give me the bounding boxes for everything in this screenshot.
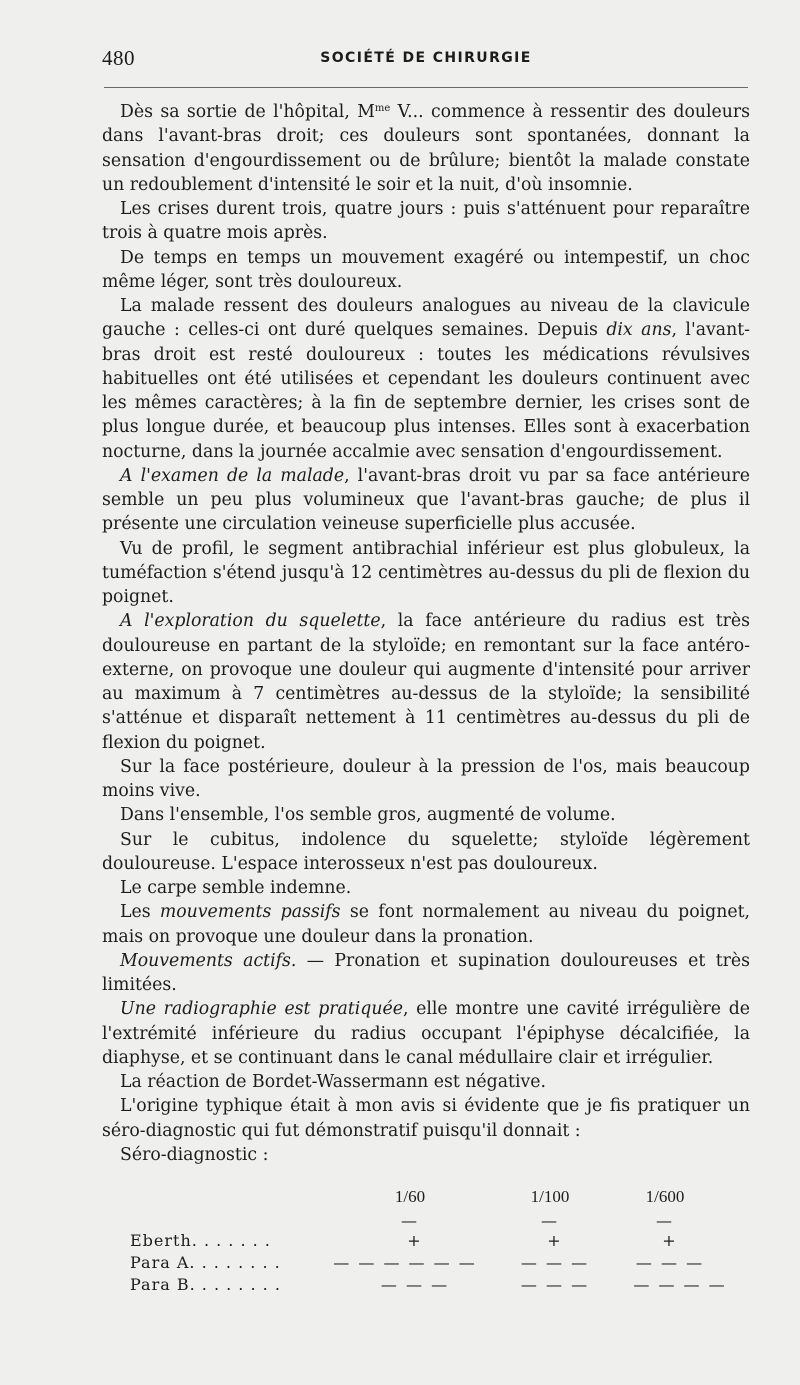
paragraph-14: Une radiographie est pratiquée, elle montre une cavité irrégulière de l'extrémité inférieure du radius occupant l'épiphyse décalcifiée, la diaphyse, et se continuant dans le canal médullaire clair et irrégulier. bbox=[102, 999, 750, 1068]
column-header: 1/60 bbox=[394, 1187, 426, 1206]
table-row bbox=[130, 1229, 730, 1251]
row-label: Para A. . . . . . . . bbox=[130, 1253, 281, 1272]
running-title: SOCIÉTÉ DE CHIRURGIE bbox=[320, 50, 532, 66]
table-row bbox=[130, 1251, 730, 1273]
paragraph-12: Les mouvements passifs se font normalement au niveau du poignet, mais on provoque une douleur dans la pronation. bbox=[102, 902, 751, 947]
paragraph-10: Sur le cubitus, indolence du squelette; styloïde légèrement douloureuse. L'espace interosseux n'est pas douloureux. bbox=[102, 829, 750, 874]
table-cell: — — — bbox=[380, 1275, 450, 1294]
column-rule: — bbox=[401, 1211, 419, 1230]
row-label: Para B. . . . . . . . bbox=[130, 1275, 281, 1294]
serodiagnostic-table bbox=[130, 1185, 730, 1295]
table-cell: — — — bbox=[520, 1275, 590, 1294]
table-cell: — — — bbox=[635, 1253, 705, 1272]
table-header bbox=[130, 1185, 730, 1209]
table-cell: + bbox=[547, 1231, 563, 1250]
paragraph-5: A l'examen de la malade, l'avant-bras droit vu par sa face antérieure semble un peu plus volumineux que l'avant-bras gauche; de plus il présente une circulation veineuse superficielle plus accusée. bbox=[102, 465, 750, 535]
paragraph-17: Séro-diagnostic : bbox=[120, 1144, 269, 1165]
table-cell: + bbox=[662, 1231, 678, 1250]
paragraph-13: Mouvements actifs. — Pronation et supination douloureuses et très limitées. bbox=[102, 950, 750, 995]
table-cell: — — — — bbox=[633, 1275, 727, 1294]
table-row bbox=[130, 1273, 730, 1295]
paragraph-11: Le carpe semble indemne. bbox=[120, 878, 352, 898]
paragraph-9: Dans l'ensemble, l'os semble gros, augmenté de volume. bbox=[120, 805, 616, 826]
column-header: 1/600 bbox=[645, 1187, 685, 1206]
column-rule: — bbox=[541, 1211, 559, 1230]
column-header: 1/100 bbox=[530, 1187, 570, 1206]
paragraph-1: Dès sa sortie de l'hôpital, $M^{me}$ V... commence à ressentir des douleurs dans l'avant-bras droit; ces douleurs sont spontanées, donnant la sensation d'engourdissement ou de brûlure; bientôt la malade constate un redoublement d'intensité le soir et la nuit, d'où insomnie. bbox=[102, 102, 750, 195]
header-rule bbox=[104, 87, 748, 88]
table-cell: + bbox=[407, 1231, 423, 1250]
paragraph-8: Sur la face postérieure, douleur à la pression de l'os, mais beaucoup moins vive. bbox=[102, 756, 750, 801]
paragraph-7: A l'exploration du squelette, la face antérieure du radius est très douloureuse en partant de la styloïde; en remontant sur la face antéro-externe, on provoque une douleur qui augmente d'intensité pour arriver au maximum à 7 centimètres au-dessus de la styloïde; la sensibilité s'atténue et disparaît nettement à 11 centimètres au-dessus du pli de flexion du poignet. bbox=[102, 611, 750, 753]
page-number: 480 bbox=[102, 46, 135, 70]
page-header bbox=[102, 44, 750, 74]
row-label: Eberth. . . . . . . bbox=[130, 1231, 271, 1250]
paragraph-3: De temps en temps un mouvement exagéré ou intempestif, un choc même léger, sont très douloureux. bbox=[102, 247, 750, 292]
table-cell: — — — — — — bbox=[333, 1253, 477, 1272]
body-text bbox=[102, 100, 750, 1167]
column-rules bbox=[130, 1209, 730, 1229]
paragraph-4: La malade ressent des douleurs analogues au niveau de la clavicule gauche : celles-ci ont duré quelques semaines. Depuis dix ans, l'avant-bras droit est resté douloureux : toutes les médications révulsives habituelles ont été utilisées et cependant les douleurs continuent avec les mêmes caractères; à la fin de septembre dernier, les crises sont de plus longue durée, et beaucoup plus intenses. Elles sont à exacerbation nocturne, dans la journée accalmie avec sensation d'engourdissement. bbox=[102, 296, 750, 462]
paragraph-2: Les crises durent trois, quatre jours : puis s'atténuent pour reparaître trois à quatre mois après. bbox=[102, 199, 750, 244]
paragraph-6: Vu de profil, le segment antibrachial inférieur est plus globuleux, la tuméfaction s'étend jusqu'à 12 centimètres au-dessus du pli de flexion du poignet. bbox=[102, 538, 750, 607]
table-cell: — — — bbox=[520, 1253, 590, 1272]
column-rule: — bbox=[656, 1211, 674, 1230]
paragraph-15: La réaction de Bordet-Wassermann est négative. bbox=[120, 1072, 546, 1092]
paragraph-16: L'origine typhique était à mon avis si évidente que je fis pratiquer un séro-diagnostic qui fut démonstratif puisqu'il donnait : bbox=[102, 1096, 750, 1141]
